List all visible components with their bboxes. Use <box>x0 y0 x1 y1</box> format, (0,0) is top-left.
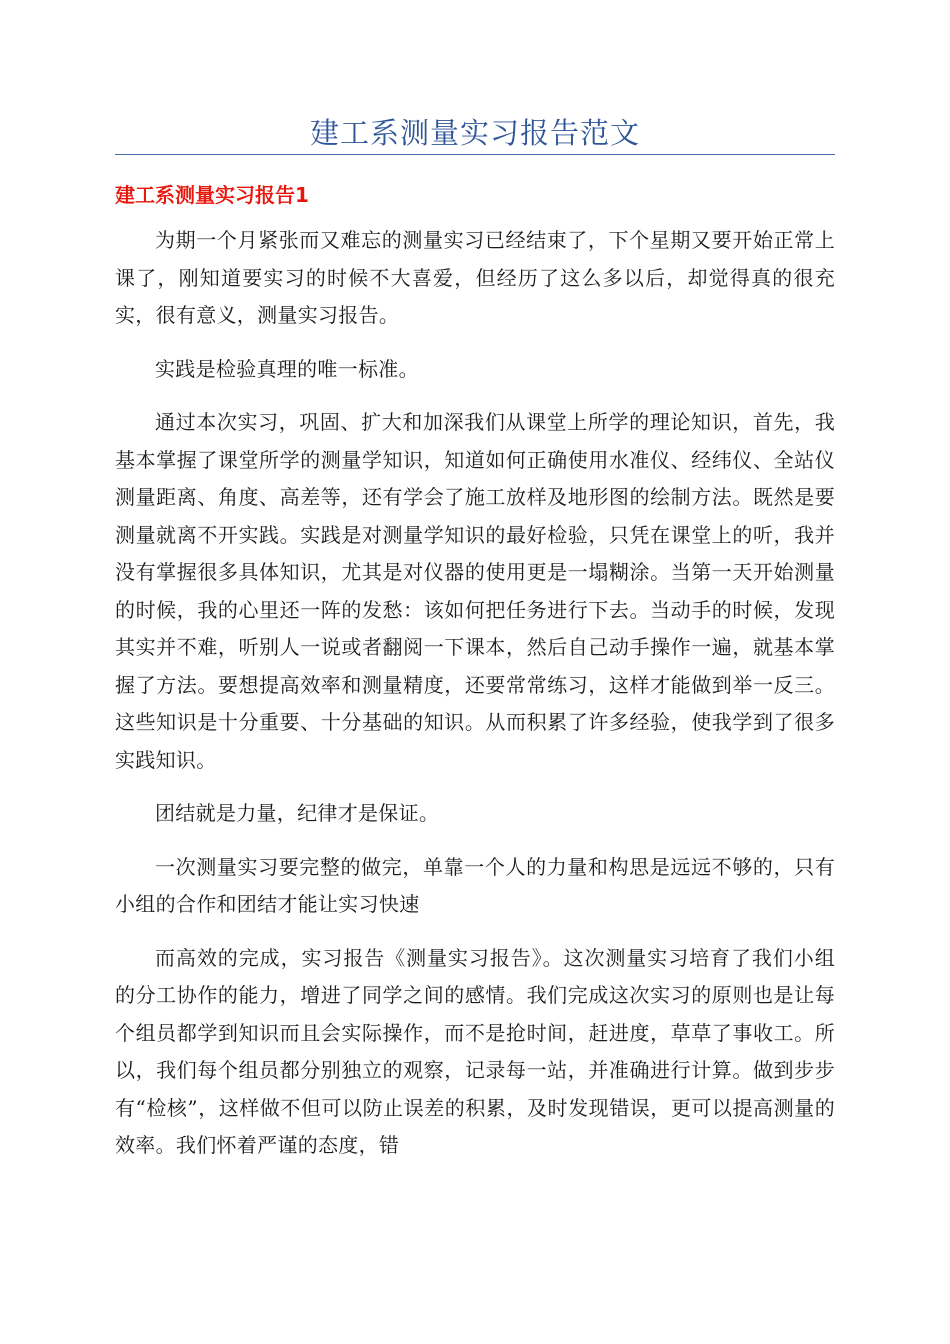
body-text <box>115 222 835 1181</box>
paragraph: 为期一个月紧张而又难忘的测量实习已经结束了，下个星期又要开始正常上课了，刚知道要实习的时候不大喜爱，但经历了这么多以后，却觉得真的很充实，很有意义，测量实习报告。 <box>115 228 835 327</box>
paragraph: 实践是检验真理的唯一标准。 <box>155 356 419 381</box>
paragraph: 团结就是力量，纪律才是保证。 <box>155 801 440 825</box>
document-title: 建工系测量实习报告范文 <box>309 116 640 150</box>
title-underline <box>115 154 835 155</box>
paragraph: 通过本次实习，巩固、扩大和加深我们从课堂上所学的理论知识，首先，我基本掌握了课堂所学的测量学知识，知道如何正确使用水准仪、经纬仪、全站仪测量距离、角度、高差等，还有学会了施工放样及地形图的绘制方法。既然是要测量就离不开实践。实践是对测量学知识的最好检验，只凭在课堂上的听，我并没有掌握很多具体知识，尤其是对仪器的使用更是一塌糊涂。当第一天开始测量的时候，我的心里还一阵的发愁：该如何把任务进行下去。当动手的时候，发现其实并不难，听别人一说或者翻阅一下课本，然后自己动手操作一遍，就基本掌握了方法。要想提高效率和测量精度，还要常常练习，这样才能做到举一反三。这些知识是十分重要、十分基础的知识。从而积累了许多经验，使我学到了很多实践知识。 <box>115 410 835 772</box>
paragraph: 一次测量实习要完整的做完，单靠一个人的力量和构思是远远不够的，只有小组的合作和团结才能让实习快速 <box>115 854 835 916</box>
section-heading: 建工系测量实习报告1 <box>115 183 309 207</box>
paragraph: 而高效的完成，实习报告《测量实习报告》。这次测量实习培育了我们小组的分工协作的能力，增进了同学之间的感情。我们完成这次实习的原则也是让每个组员都学到知识而且会实际操作，而不是抢时间，赶进度，草草了事收工。所以，我们每个组员都分别独立的观察，记录每一站，并准确进行计算。做到步步有“检核”，这样做不但可以防止误差的积累，及时发现错误，更可以提高测量的效率。我们怀着严谨的态度，错 <box>115 945 835 1157</box>
